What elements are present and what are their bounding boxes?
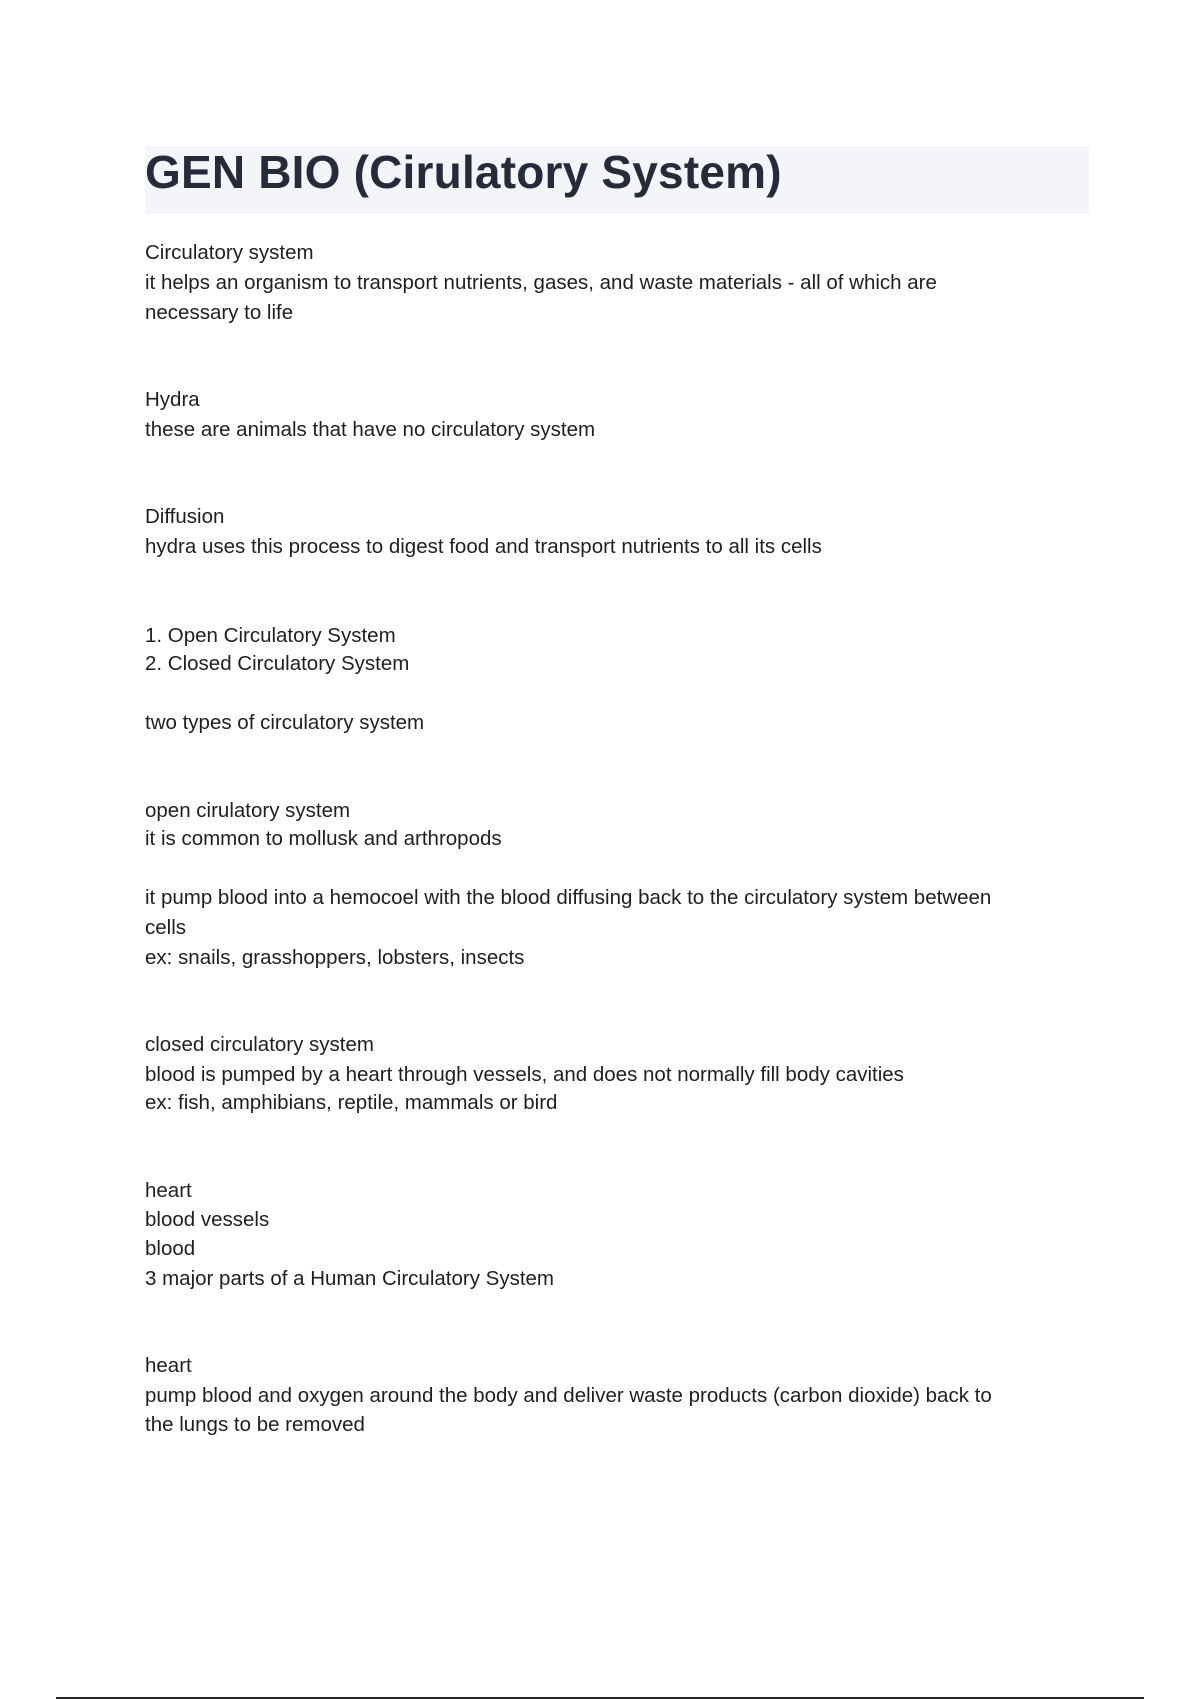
card-definition-line: 3 major parts of a Human Circulatory System: [145, 1267, 554, 1290]
page-bottom-rule: [56, 1697, 1144, 1699]
card-term: closed circulatory system: [145, 1033, 374, 1056]
card-term: heart: [145, 1354, 192, 1377]
card-term: Hydra: [145, 388, 200, 411]
card-definition-line: ex: snails, grasshoppers, lobsters, insects: [145, 946, 525, 969]
card-definition-line: it pump blood into a hemocoel with the blood diffusing back to the circulatory system between: [145, 886, 992, 909]
card-term-line: blood: [145, 1237, 196, 1260]
card-term-line: blood vessels: [145, 1208, 270, 1231]
card-definition-line: hydra uses this process to digest food and transport nutrients to all its cells: [145, 535, 822, 558]
card-term: Diffusion: [145, 505, 225, 528]
card-definition-line: these are animals that have no circulatory system: [145, 418, 596, 441]
card-definition-line: ex: fish, amphibians, reptile, mammals or bird: [145, 1091, 558, 1114]
card-term-line: open cirulatory system: [145, 799, 351, 822]
card-term-line: heart: [145, 1179, 192, 1202]
card-definition-line: it helps an organism to transport nutrients, gases, and waste materials - all of which are: [145, 271, 937, 294]
document-title: GEN BIO (Cirulatory System): [145, 146, 782, 198]
card-definition-line: necessary to life: [145, 301, 294, 324]
card-term-line: 2. Closed Circulatory System: [145, 652, 410, 675]
card-term-line: 1. Open Circulatory System: [145, 624, 396, 647]
card-definition-line: cells: [145, 916, 187, 939]
card-definition-line: blood is pumped by a heart through vessels, and does not normally fill body cavities: [145, 1063, 904, 1086]
card-definition-line: pump blood and oxygen around the body and deliver waste products (carbon dioxide) back to: [145, 1384, 992, 1407]
card-definition-line: two types of circulatory system: [145, 711, 425, 734]
card-term-line: it is common to mollusk and arthropods: [145, 827, 502, 850]
card-term: Circulatory system: [145, 241, 314, 264]
card-definition-line: the lungs to be removed: [145, 1413, 365, 1436]
